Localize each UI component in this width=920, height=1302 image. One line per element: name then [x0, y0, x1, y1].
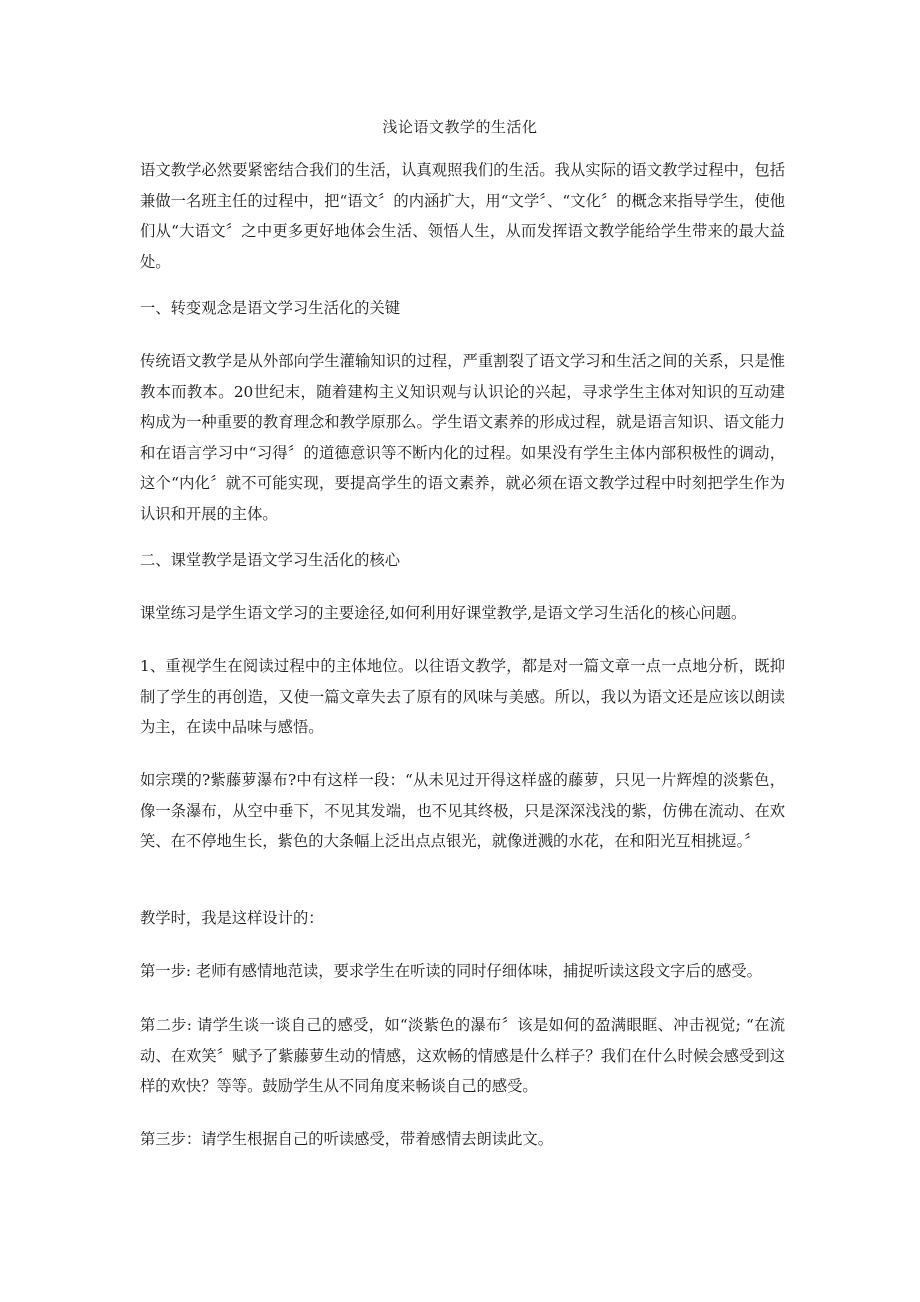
section-2-paragraph: 课堂练习是学生语文学习的主要途径,如何利用好课堂教学,是语文学习生活化的核心问题。 — [140, 604, 747, 622]
design-intro-line: 教学时，我是这样设计的： — [140, 909, 324, 927]
section-1-heading: 一、转变观念是语文学习生活化的关键 — [140, 299, 401, 317]
step-3-paragraph: 第三步：请学生根据自己的听读感受，带着感情去朗读此文。 — [140, 1130, 554, 1148]
document-title: 浅论语文教学的生活化 — [382, 118, 538, 136]
section-1-paragraph: 传统语文教学是从外部向学生灌输知识的过程，严重割裂了语文学习和生活之间的关系，只是惟教本而教本。20世纪末，随着建构主义知识观与认识论的兴起，寻求学生主体对知识的互动建构成为一种重要的教育理念和教学原那么。学生语文素养的形成过程，就是语言知识、语文能力和在语言学习中“习得〞的道德意识等不断内化的过程。如果没有学生主体内部积极性的调动，这个“内化〞就不可能实现，要提高学生的语文素养，就必须在语文教学过程中时刻把学生作为认识和开展的主体。 — [140, 352, 785, 523]
section-2-heading: 二、课堂教学是语文学习生活化的核心 — [140, 551, 401, 569]
point-1-paragraph: 1、重视学生在阅读过程中的主体地位。以往语文教学，都是对一篇文章一点一点地分析，既抑制了学生的再创造，又使一篇文章失去了原有的风味与美感。所以，我以为语文还是应该以朗读为主，在读中品味与感悟。 — [140, 657, 785, 737]
intro-paragraph: 语文教学必然要紧密结合我们的生活，认真观照我们的生活。我从实际的语文教学过程中，包括兼做一名班主任的过程中，把“语文〞的内涵扩大，用“文学〞、“文化〞的概念来指导学生，使他们从“大语文〞之中更多更好地体会生活、领悟人生，从而发挥语文教学能给学生带来的最大益处。 — [140, 161, 785, 271]
step-1-paragraph: 第一步: 老师有感情地范读，要求学生在听读的同时仔细体味，捕捉听读这段文字后的感受。 — [140, 962, 762, 980]
example-paragraph: 如宗璞的?紫藤萝瀑布?中有这样一段：“从未见过开得这样盛的藤萝，只见一片辉煌的淡紫色，像一条瀑布，从空中垂下，不见其发端，也不见其终极，只是深深浅浅的紫，仿佛在流动、在欢笑、在不停地生长，紫色的大条幅上泛出点点银光，就像迸溅的水花，在和阳光互相挑逗。〞 — [140, 771, 785, 851]
step-2-paragraph: 第二步: 请学生谈一谈自己的感受，如“淡紫色的瀑布〞该是如何的盈满眼眶、冲击视觉; “在流动、在欢笑〞赋予了紫藤萝生动的情感，这欢畅的情感是什么样子？我们在什么时候会感受到这样的欢快？等等。鼓励学生从不同角度来畅谈自己的感受。 — [140, 1016, 785, 1096]
